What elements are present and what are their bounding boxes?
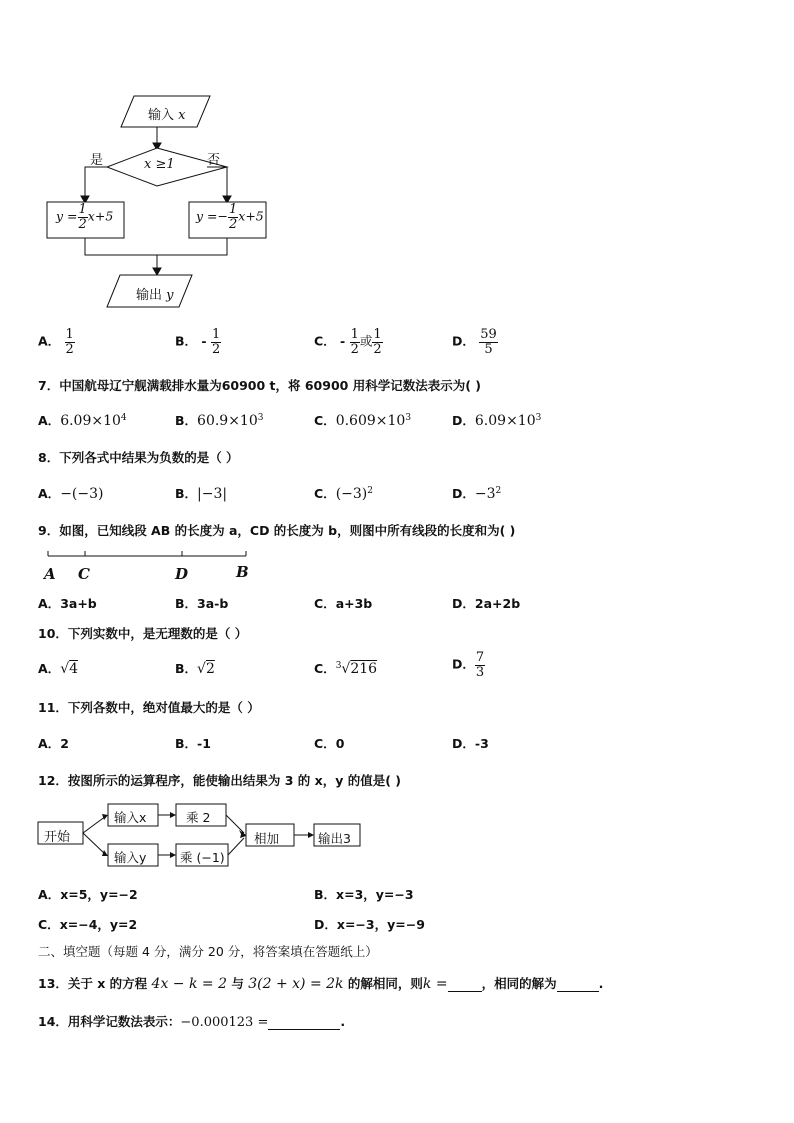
q7-d-letter: D．: [452, 413, 475, 428]
q7-option-a[interactable]: [38, 411, 127, 429]
q13-post2: ，相同的解为: [481, 976, 557, 991]
q7-c-letter: C．: [314, 413, 336, 428]
q10-option-c[interactable]: [314, 659, 377, 677]
q12-option-a[interactable]: [38, 885, 138, 903]
q10-d-letter: D．: [452, 656, 475, 672]
q6-c-joiner: 或: [359, 333, 373, 349]
q7-c-exp: 3: [405, 412, 412, 423]
q6-option-d[interactable]: [452, 328, 498, 356]
q6-d-num: 59: [480, 327, 497, 342]
q9-point-d: D: [175, 565, 189, 583]
flow-left-lhs: y =: [56, 208, 78, 224]
q14-pre: 14．用科学记数法表示：: [38, 1014, 181, 1029]
q10-b-radicand: 2: [205, 661, 215, 677]
q9-c-text: a+3b: [335, 596, 373, 611]
q12-flow-mul2: 乘 2: [186, 810, 211, 825]
q6-c-prefix: -: [340, 333, 346, 349]
q9-option-d[interactable]: [452, 594, 520, 612]
q9-b-letter: B．: [175, 596, 198, 611]
q8-d-letter: D．: [452, 486, 475, 501]
flow-right-den: 2: [228, 216, 238, 232]
q8-option-c[interactable]: [314, 484, 373, 502]
q6-option-d-letter: D．: [452, 333, 475, 349]
q11-option-d[interactable]: [452, 734, 489, 752]
q11-b-letter: B．: [175, 736, 198, 751]
q6-option-c-frac2: [372, 328, 382, 356]
q9-option-a[interactable]: [38, 594, 97, 612]
q6-c-den: 2: [350, 341, 359, 357]
q10-c-radicand: 216: [350, 661, 378, 677]
q13-end: .: [598, 976, 604, 991]
section-heading: 二、填空题（每题 4 分，满分 20 分，将答案填在答题纸上）: [38, 944, 378, 959]
q6-c-num2: 1: [373, 327, 382, 342]
q14-expr: −0.000123 =: [180, 1015, 269, 1030]
q11-c-text: 0: [335, 736, 345, 751]
q6-option-b[interactable]: [175, 328, 221, 356]
q13-line: [38, 974, 603, 992]
q12-c-letter: C．: [38, 917, 60, 932]
q6-option-d-frac: [479, 328, 498, 356]
q12-option-d[interactable]: [314, 915, 425, 933]
q8-d-exp: 2: [495, 485, 502, 496]
q12-flow-input-x: 输入x: [114, 810, 147, 825]
q8-c-expr: (−3): [335, 486, 368, 502]
flow-right-num: 1: [228, 202, 238, 217]
q6-c-den2: 2: [373, 341, 382, 357]
q7-b-exp: 3: [257, 412, 264, 423]
q6-b-den: 2: [211, 341, 221, 357]
q6-option-a-letter: A．: [38, 333, 61, 349]
q8-c-letter: C．: [314, 486, 336, 501]
q6-option-c-letter: C．: [314, 333, 336, 349]
q9-point-c: C: [78, 565, 90, 583]
q12-option-b[interactable]: [314, 885, 414, 903]
q10-b-letter: B．: [175, 661, 198, 676]
q6-b-prefix: -: [201, 333, 207, 349]
flow-right-frac: [228, 203, 238, 231]
flow-yes-label: 是: [90, 153, 104, 168]
flow-output-label: 输出: [136, 288, 163, 303]
q10-a-radicand: 4: [69, 661, 79, 677]
q13-blank-solution[interactable]: [557, 976, 599, 992]
q8-d-expr: −3: [474, 486, 496, 502]
q7-option-d[interactable]: [452, 411, 541, 429]
q12-flow-input-y: 输入y: [114, 850, 147, 865]
q12-flow-start: 开始: [44, 830, 71, 845]
q13-mid: 与: [231, 976, 244, 991]
sqrt-icon: √: [60, 661, 70, 677]
q14-blank[interactable]: [268, 1014, 340, 1030]
q9-option-c[interactable]: [314, 594, 372, 612]
flow-right-formula: [196, 203, 264, 231]
q10-option-d[interactable]: [452, 651, 485, 679]
q6-d-den: 5: [484, 341, 493, 357]
flow-output-text: [136, 284, 174, 303]
q6-option-c-frac1: [350, 328, 360, 356]
q13-pre: 13．关于 x 的方程: [38, 976, 148, 991]
q7-option-b[interactable]: [175, 411, 263, 429]
q8-a-letter: A．: [38, 486, 61, 501]
q9-point-a: A: [44, 565, 56, 583]
q11-stem: 11．下列各数中，绝对值最大的是（ ）: [38, 700, 260, 715]
q7-a-base: 6.09×10: [60, 413, 121, 429]
q10-c-index: 3: [335, 660, 342, 671]
q6-a-den: 2: [65, 341, 74, 357]
q9-a-text: 3a+b: [60, 596, 97, 611]
q10-c-letter: C．: [314, 661, 336, 676]
q9-d-letter: D．: [452, 596, 475, 611]
q13-blank-k[interactable]: [448, 976, 482, 992]
q14-end: .: [340, 1014, 346, 1029]
q11-c-letter: C．: [314, 736, 336, 751]
flow-input-label: 输入: [148, 108, 175, 123]
q9-a-letter: A．: [38, 596, 61, 611]
q8-option-d[interactable]: [452, 484, 501, 502]
q11-d-letter: D．: [452, 736, 475, 751]
q14-line: [38, 1012, 345, 1030]
q10-option-a[interactable]: [38, 659, 78, 677]
sqrt-icon: √: [341, 661, 351, 677]
q9-line-segment-figure: [40, 546, 260, 586]
flow-input-var: x: [178, 108, 186, 123]
q12-a-letter: A．: [38, 887, 61, 902]
q6-option-b-frac: [211, 328, 221, 356]
q12-stem: 12．按图所示的运算程序，能使输出结果为 3 的 x，y 的值是( ): [38, 773, 401, 788]
q9-stem: 9．如图，已知线段 AB 的长度为 a，CD 的长度为 b，则图中所有线段的长度和为( ): [38, 523, 516, 538]
q13-post1: 的解相同，则: [347, 976, 423, 991]
q8-b-expr: |−3|: [197, 486, 228, 502]
flow-input-text: [148, 104, 186, 123]
q11-a-letter: A．: [38, 736, 61, 751]
sqrt-icon: √: [197, 661, 206, 677]
q12-option-c[interactable]: [38, 915, 137, 933]
q12-flow-add: 相加: [254, 831, 280, 846]
q11-a-text: 2: [60, 736, 69, 751]
q8-option-a[interactable]: [38, 484, 103, 502]
q7-a-exp: 4: [120, 412, 127, 423]
q12-flow-mulneg1: 乘 (−1): [180, 850, 225, 865]
flow-right-rhs: x+5: [238, 208, 264, 224]
flow-left-frac: [78, 203, 88, 231]
q13-eq1: 4x − k = 2: [151, 976, 227, 992]
q9-option-b[interactable]: [175, 594, 228, 612]
q7-c-base: 0.609×10: [335, 413, 406, 429]
q11-option-b[interactable]: [175, 734, 211, 752]
q11-option-c[interactable]: [314, 734, 344, 752]
q10-d-frac: [475, 651, 485, 679]
q11-option-a[interactable]: [38, 734, 69, 752]
flow-left-den: 2: [78, 216, 87, 232]
flow-left-rhs: x+5: [87, 208, 114, 224]
q8-b-letter: B．: [175, 486, 198, 501]
flow-no-label: 否: [207, 153, 221, 168]
q12-flow-output: 输出3: [318, 831, 351, 846]
q9-point-b: B: [236, 563, 249, 581]
q9-b-text: 3a-b: [197, 596, 229, 611]
q6-b-num: 1: [211, 327, 221, 342]
q10-option-b[interactable]: [175, 659, 215, 677]
q10-stem: 10．下列实数中，是无理数的是（ ）: [38, 626, 248, 641]
q6-option-a[interactable]: [38, 328, 75, 356]
flow-left-num: 1: [78, 202, 87, 217]
q12-c-text: x=−4，y=2: [59, 917, 138, 932]
q13-eq2: 3(2 + x) = 2k: [248, 976, 344, 992]
q6-option-c[interactable]: [314, 328, 383, 356]
q7-stem: 7．中国航母辽宁舰满载排水量为60900 t，将 60900 用科学记数法表示为( ): [38, 378, 481, 393]
q13-kvar: k =: [422, 976, 448, 992]
q9-d-text: 2a+2b: [474, 596, 521, 611]
q7-option-c[interactable]: [314, 411, 411, 429]
q10-a-letter: A．: [38, 661, 61, 676]
q12-b-letter: B．: [314, 887, 337, 902]
q7-d-exp: 3: [535, 412, 542, 423]
q6-c-num: 1: [350, 327, 359, 342]
q6-a-num: 1: [65, 327, 74, 342]
flow-left-formula: [56, 203, 113, 231]
q10-d-den: 3: [475, 664, 485, 680]
flow-output-var: y: [166, 288, 174, 303]
q7-d-base: 6.09×10: [474, 413, 536, 429]
q8-option-b[interactable]: [175, 484, 227, 502]
q12-d-letter: D．: [314, 917, 337, 932]
q8-a-expr: −(−3): [60, 486, 104, 502]
q12-b-text: x=3，y=−3: [336, 887, 414, 902]
q8-c-exp: 2: [367, 485, 373, 496]
q11-b-text: -1: [197, 736, 211, 751]
q10-d-num: 7: [475, 650, 485, 665]
q12-d-text: x=−3，y=−9: [336, 917, 425, 932]
q12-a-text: x=5，y=−2: [60, 887, 138, 902]
flow-condition: x ≥1: [144, 157, 175, 172]
q8-stem: 8．下列各式中结果为负数的是（ ）: [38, 450, 239, 465]
q7-b-base: 60.9×10: [197, 413, 258, 429]
q11-d-text: -3: [474, 736, 489, 751]
q7-a-letter: A．: [38, 413, 61, 428]
q7-b-letter: B．: [175, 413, 198, 428]
flow-right-lhs: y =−: [196, 208, 228, 224]
q6-option-a-frac: [65, 328, 75, 356]
q6-option-b-letter: B．: [175, 333, 198, 349]
q9-c-letter: C．: [314, 596, 336, 611]
